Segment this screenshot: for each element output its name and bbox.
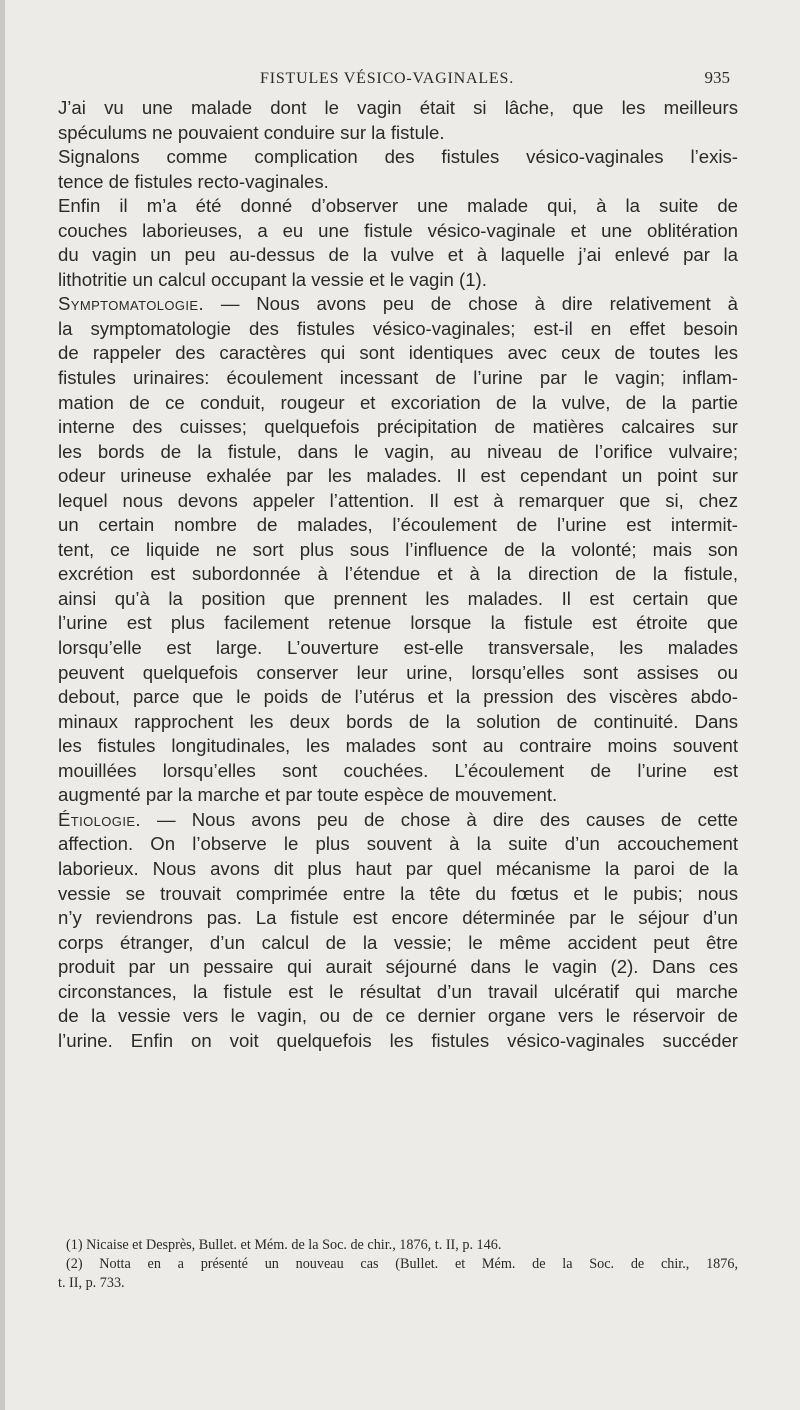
text-line: tent, ce liquide ne sort plus sous l’influence de la volonté; mais son bbox=[58, 538, 738, 560]
text-line: spéculums ne pouvaient conduire sur la fistule. bbox=[58, 121, 445, 143]
text-line: mation de ce conduit, rougeur et excoriation de la vulve, de la partie bbox=[58, 391, 738, 413]
page-edge-shadow bbox=[0, 0, 5, 1410]
text-line: Signalons comme complication des fistules vésico-vaginales l’exis- bbox=[58, 146, 738, 168]
text-line: Enfin il m’a été donné d’observer une malade qui, à la suite de bbox=[58, 195, 738, 217]
text-line: odeur urineuse exhalée par les malades. Il est cependant un point sur bbox=[58, 465, 738, 487]
text-line: peuvent quelquefois conserver leur urine, lorsqu’elles sont assises ou bbox=[58, 661, 738, 683]
text-line: vessie se trouvait comprimée entre la tête du fœtus et le pubis; nous bbox=[58, 882, 738, 904]
text-line: fistules urinaires: écoulement incessant de l’urine par le vagin; inflam- bbox=[58, 367, 738, 389]
footnote-2-continued: t. II, p. 733. bbox=[58, 1275, 125, 1291]
page-number: 935 bbox=[704, 68, 730, 87]
text-line: lithotritie un calcul occupant la vessie et le vagin (1). bbox=[58, 268, 487, 290]
text-line-symptomatologie: Symptomatologie. — Nous avons peu de chose à dire relativement à bbox=[58, 293, 738, 315]
text-line: couches laborieuses, a eu une fistule vésico-vaginale et une oblitération bbox=[58, 219, 738, 241]
text-line: affection. On l’observe le plus souvent à la suite d’un accouchement bbox=[58, 833, 738, 855]
text-line: debout, parce que le poids de l’utérus et la pression des viscères abdo- bbox=[58, 686, 738, 708]
text-line: n’y reviendrons pas. La fistule est encore déterminée par le séjour d’un bbox=[58, 907, 738, 929]
text-line: excrétion est subordonnée à l’étendue et à la direction de la fistule, bbox=[58, 563, 738, 585]
text-line: l’urine est plus facilement retenue lorsque la fistule est étroite que bbox=[58, 612, 738, 634]
text-line: corps étranger, d’un calcul de la vessie; le même accident peut être bbox=[58, 931, 738, 953]
footnote-2: (2) Notta en a présenté un nouveau cas (Bullet. et Mém. de la Soc. de chir., 1876, bbox=[66, 1256, 738, 1272]
section-heading-symptomatologie: Symptomatologie. bbox=[58, 293, 205, 315]
footnotes bbox=[58, 1236, 738, 1293]
text-line: ainsi qu’à la position que prennent les malades. Il est certain que bbox=[58, 587, 738, 609]
text-line: lorsqu’elle est large. L’ouverture est-elle transversale, les malades bbox=[58, 637, 738, 659]
text-line: augmenté par la marche et par toute espèce de mouvement. bbox=[58, 784, 558, 806]
text-line: l’urine. Enfin on voit quelquefois les fistules vésico-vaginales succéder bbox=[58, 1029, 738, 1051]
text-line: du vagin un peu au-dessus de la vulve et à laquelle j’ai enlevé par la bbox=[58, 244, 738, 266]
text-line: la symptomatologie des fistules vésico-vaginales; est-il en effet besoin bbox=[58, 317, 738, 339]
text-line: tence de fistules recto-vaginales. bbox=[58, 170, 329, 192]
text-line: les bords de la fistule, dans le vagin, au niveau de l’orifice vulvaire; bbox=[58, 440, 738, 462]
text-line: minaux rapprochent les deux bords de la solution de continuité. Dans bbox=[58, 710, 738, 732]
body-text bbox=[58, 96, 738, 1053]
text-line: produit par un pessaire qui aurait séjourné dans le vagin (2). Dans ces bbox=[58, 956, 738, 978]
text-line: de rappeler des caractères qui sont identiques avec ceux de toutes les bbox=[58, 342, 738, 364]
text-line: lequel nous devons appeler l’attention. Il est à remarquer que si, chez bbox=[58, 489, 738, 511]
text-line: mouillées lorsqu’elles sont couchées. L’écoulement de l’urine est bbox=[58, 759, 738, 781]
text-line: un certain nombre de malades, l’écoulement de l’urine est intermit- bbox=[58, 514, 738, 536]
page-header bbox=[260, 70, 730, 92]
footnote-1: (1) Nicaise et Desprès, Bullet. et Mém. de la Soc. de chir., 1876, t. II, p. 146. bbox=[66, 1237, 502, 1253]
text-line: circonstances, la fistule est le résultat d’un travail ulcératif qui marche bbox=[58, 980, 738, 1002]
text-line-etiologie: Étiologie. — Nous avons peu de chose à dire des causes de cette bbox=[58, 808, 738, 830]
text-line: interne des cuisses; quelquefois précipitation de matières calcaires sur bbox=[58, 416, 738, 438]
text-line: les fistules longitudinales, les malades sont au contraire moins souvent bbox=[58, 735, 738, 757]
text-line: J’ai vu une malade dont le vagin était si lâche, que les meilleurs bbox=[58, 97, 738, 118]
text-line: de la vessie vers le vagin, ou de ce dernier organe vers le réservoir de bbox=[58, 1005, 738, 1027]
text-line: laborieux. Nous avons dit plus haut par quel mécanisme la paroi de la bbox=[58, 857, 738, 879]
running-title: FISTULES VÉSICO-VAGINALES. bbox=[260, 70, 515, 87]
section-heading-etiologie: Étiologie. bbox=[58, 808, 141, 830]
